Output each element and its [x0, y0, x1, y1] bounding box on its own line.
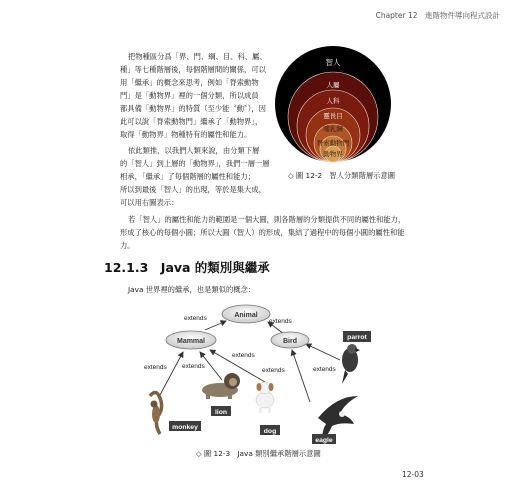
extends-label: extends	[184, 315, 207, 322]
extends-label: extends	[182, 363, 205, 370]
paragraph-line: 都具備「動物界」的特質（至少能〝動〞），因	[120, 104, 266, 113]
paragraph-line: 門」是「動物界」裡的一個分類，所以成員	[120, 91, 259, 100]
bird-node	[271, 332, 309, 348]
svg-text:eagle: eagle	[315, 437, 333, 444]
paragraph-line: 取得「動物界」物種特有的屬性和能力。	[120, 130, 252, 139]
figure-12-3-caption: ◇ 圖 12-3 Java 類別繼承階層示意圖	[196, 449, 321, 458]
extends-label: extends	[232, 352, 255, 359]
monkey-illustration	[150, 392, 162, 434]
edge-eagle-bird	[292, 350, 310, 402]
paragraph-line: 的「智人」到上層的「動物界」，我們一層一層	[120, 159, 270, 168]
paragraph-line: 若「智人」的屬性和能力的範圍是一個大圓，則各階層的分類提供不同的屬性和能力，	[128, 215, 406, 224]
paragraph-line: 依此類推，以我們人類來說，由分類下層	[128, 146, 260, 155]
svg-text:parrot: parrot	[347, 334, 367, 341]
monkey-tag	[169, 421, 201, 431]
figure-12-2-caption: ◇ 圖 12-2 智人分類階層示意圖	[288, 171, 396, 180]
svg-text:monkey: monkey	[172, 424, 198, 431]
paragraph-line: 相承，「繼承」了每個階層的屬性和能力；	[120, 172, 255, 181]
eagle-tag	[312, 434, 336, 444]
animal-node	[222, 305, 270, 323]
extends-label: extends	[144, 364, 167, 371]
paragraph-line: 力。	[120, 241, 135, 250]
extends-label: extends	[313, 366, 336, 373]
paragraph-line: 種」等七種階層後，每個階層間的關係，可以	[120, 65, 266, 74]
parrot-tag	[343, 331, 371, 342]
taxonomy-layer-label: 人科	[326, 97, 340, 105]
dog-illustration	[256, 382, 274, 413]
paragraph-line: 此可以說「脊索動物門」繼承了「動物界」，	[120, 117, 263, 126]
taxonomy-layer-label: 哺乳綱	[323, 125, 343, 133]
svg-text:Bird: Bird	[283, 338, 297, 345]
taxonomy-layer-label: 靈長目	[323, 112, 343, 120]
lion-tag	[211, 406, 231, 416]
dog-tag	[260, 425, 280, 435]
paragraph-line: 所以到最後「智人」的出現，等於是集大成，	[120, 185, 266, 194]
svg-text:lion: lion	[214, 409, 228, 416]
eagle-illustration	[318, 396, 358, 440]
page-number: 12-03	[402, 470, 424, 479]
edge-monkey-mammal	[160, 352, 183, 395]
svg-text:Mammal: Mammal	[176, 338, 206, 345]
taxonomy-layer-label: 人屬	[326, 81, 340, 89]
paragraph-line: 可以用右圖表示：	[120, 198, 179, 207]
svg-text:Animal: Animal	[234, 312, 258, 319]
paragraph-line: 形成了核心的每個小圓；所以大圓（智人）的形成，集結了過程中的每個小圓的屬性和能	[120, 228, 405, 237]
section-heading: 12.1.3 Java 的類別與繼承	[104, 260, 270, 275]
running-header: Chapter 12 進階物件導向程式設計	[375, 11, 500, 20]
svg-text:dog: dog	[263, 428, 277, 435]
edge-mammal-animal	[205, 321, 226, 330]
edge-parrot-bird	[306, 344, 340, 360]
extends-label: extends	[262, 367, 285, 374]
taxonomy-layer-label: 智人	[325, 58, 341, 67]
paragraph-line: 用「繼承」的概念來思考，例如「脊索動物	[120, 78, 259, 87]
paragraph-4: Java 世界裡的繼承，也是類似的概念：	[128, 285, 256, 294]
lion-illustration	[202, 373, 240, 399]
taxonomy-layer-label: 脊索動物門	[316, 139, 350, 147]
taxonomy-layer-label: 動物界	[323, 150, 343, 158]
extends-label: extends	[269, 318, 292, 325]
parrot-illustration	[342, 344, 360, 384]
paragraph-line: 把物種區分爲「界、門、綱、目、科、屬、	[128, 52, 267, 61]
mammal-node	[166, 331, 216, 349]
